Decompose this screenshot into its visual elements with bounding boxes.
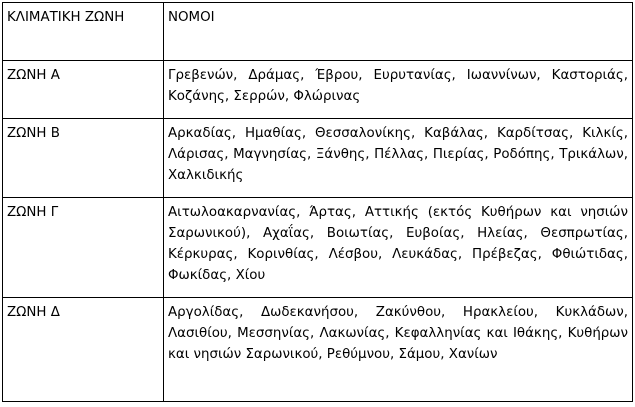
- prefectures-cell: [164, 119, 633, 198]
- table-row: [3, 198, 633, 298]
- zone-name: ΖΩΝΗ Δ: [7, 305, 60, 320]
- prefectures-cell: [164, 61, 633, 119]
- zone-name-cell: [3, 198, 164, 298]
- header-prefectures-label: ΝΟΜΟΙ: [168, 10, 215, 25]
- header-prefectures-cell: [164, 3, 633, 61]
- climate-zones-table: [2, 2, 633, 402]
- table-row: [3, 298, 633, 402]
- zone-name-cell: [3, 298, 164, 402]
- prefectures-list: Αρκαδίας, Ημαθίας, Θεσσαλονίκης, Καβάλας, Καρδίτσας, Κιλκίς, Λάρισας, Μαγνησίας, Ξάνθης, Πέλλας, Πιερίας, Ροδόπης, Τρικάλων, Χαλκιδικής: [168, 126, 628, 183]
- prefectures-list: Αιτωλοακαρνανίας, Άρτας, Αττικής (εκτός Κυθήρων και νησιών Σαρωνικού), Αχαΐας, Βοιωτίας, Ευβοίας, Ηλείας, Θεσπρωτίας, Κέρκυρας, Κορινθίας, Λέσβου, Λευκάδας, Πρέβεζας, Φθιώτιδας, Φωκίδας, Χίου: [168, 205, 628, 283]
- table-row: [3, 61, 633, 119]
- header-zone-label: ΚΛΙΜΑΤΙΚΗ ΖΩΝΗ: [7, 10, 125, 25]
- zone-name-cell: [3, 119, 164, 198]
- zone-name-cell: [3, 61, 164, 119]
- header-zone-cell: [3, 3, 164, 61]
- prefectures-cell: [164, 198, 633, 298]
- prefectures-cell: [164, 298, 633, 402]
- table-row: [3, 119, 633, 198]
- zone-name: ΖΩΝΗ Β: [7, 126, 60, 141]
- zone-name: ΖΩΝΗ Α: [7, 68, 60, 83]
- table-header-row: [3, 3, 633, 61]
- prefectures-list: Αργολίδας, Δωδεκανήσου, Ζακύνθου, Ηρακλείου, Κυκλάδων, Λασιθίου, Μεσσηνίας, Λακωνίας, Κεφαλληνίας και Ιθάκης, Κυθήρων και νησιών Σαρωνικού, Ρεθύμνου, Σάμου, Χανίων: [168, 305, 628, 362]
- prefectures-list: Γρεβενών, Δράμας, Έβρου, Ευρυτανίας, Ιωαννίνων, Καστοριάς, Κοζάνης, Σερρών, Φλώρινας: [168, 68, 628, 104]
- zone-name: ΖΩΝΗ Γ: [7, 205, 59, 220]
